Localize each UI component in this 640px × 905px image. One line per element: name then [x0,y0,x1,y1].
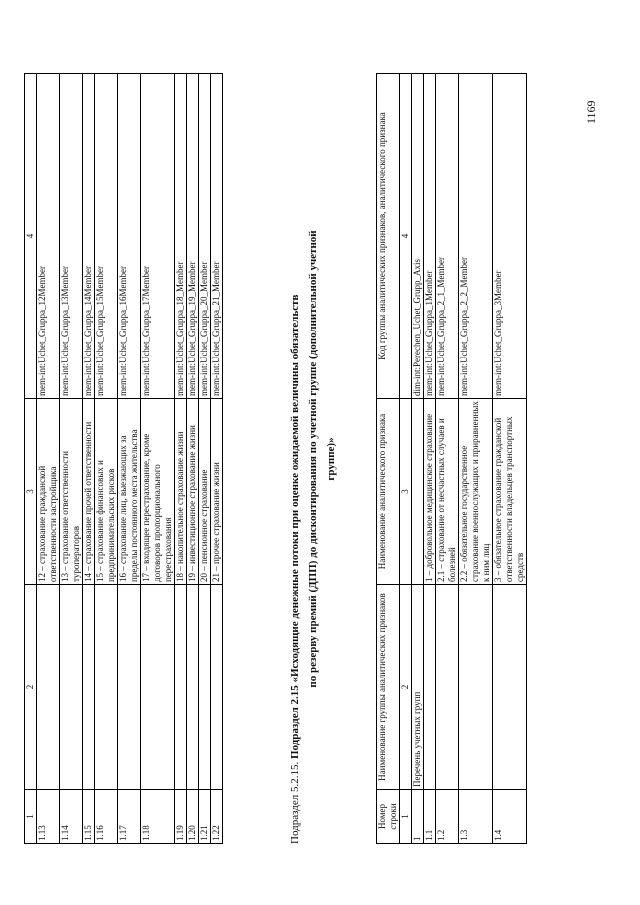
table-row [459,74,493,844]
name-cell: 1 – добровольное медицинское страхование [424,399,436,585]
name-cell: 2.2 – обязательное государственное страхование военнослужащих и приравненных к ним лиц [459,399,493,585]
code-cell: mem-int:Uchet_Gruppa_21_Member [211,74,223,399]
header-group-name: Наименование группы аналитических признаков [377,585,400,790]
row-number: 1.4 [493,790,527,844]
table-row [199,74,211,844]
name-cell: 13 – страхование ответственности туроператоров [60,399,83,585]
table-row [493,74,527,844]
name-cell: 19 – инвестиционное страхование жизни [187,399,199,585]
name-cell: 16 – страхование лиц, выезжающих за пределы постоянного места жительства [118,399,141,585]
code-cell: mem-int:Uchet_Gruppa_16Member [118,74,141,399]
code-cell: mem-int:Uchet_Gruppa_19_Member [187,74,199,399]
name-cell [412,399,424,585]
code-cell: mem-int:Uchet_Gruppa_18_Member [175,74,187,399]
col-number-4: 4 [400,74,412,399]
table-row [141,74,175,844]
table-row [412,74,424,844]
table-row [424,74,436,844]
table-bottom [376,73,527,844]
group-cell [199,585,211,790]
group-cell [60,585,83,790]
row-number: 1.2 [436,790,459,844]
table-row [83,74,95,844]
group-cell: Перечень учетных групп [412,585,424,790]
row-number: 1.21 [199,790,211,844]
name-cell: 17 – входящее перестрахование, кроме договоров пропорционального перестрахования [141,399,175,585]
name-cell: 3 – обязательное страхование гражданской ответственности владельцев транспортных средств [493,399,527,585]
table-row [187,74,199,844]
col-number-2: 2 [400,585,412,790]
row-number: 1.17 [118,790,141,844]
code-cell: mem-int:Uchet_Gruppa_20_Member [199,74,211,399]
group-cell [83,585,95,790]
code-cell: dim-int:Perechen_Uchet_Grupp_Axis [412,74,424,399]
row-number: 1 [412,790,424,844]
col-number-1: 1 [25,790,37,844]
table-row [175,74,187,844]
row-number: 1.20 [187,790,199,844]
heading-prefix: Подраздел 5.2.15. [289,761,301,844]
code-cell: mem-int:Uchet_Gruppa_2_2_Member [459,74,493,399]
header-code: Код группы аналитических признаков, аналитического признака [377,74,400,399]
name-cell: 18 – накопительное страхование жизни [175,399,187,585]
row-number: 1.19 [175,790,187,844]
table-row [37,74,60,844]
table-top [24,73,223,844]
name-cell: 15 – страхование финансовых и предпринимательских рисков [95,399,118,585]
group-cell [424,585,436,790]
page-number: 1169 [584,100,598,124]
table-row [211,74,223,844]
table-bottom-numbering-row [400,74,412,844]
row-number: 1.22 [211,790,223,844]
name-cell: 21 – прочее страхование жизни [211,399,223,585]
group-cell [141,585,175,790]
col-number-1: 1 [400,790,412,844]
table-row [95,74,118,844]
group-cell [211,585,223,790]
table-bottom-header-row [377,74,400,844]
heading-title: Подраздел 2.15 «Исходящие денежные потоки при оценке ожидаемой величины обязательств [289,294,301,760]
rotated-page [12,50,612,850]
table-row [118,74,141,844]
col-number-3: 3 [25,399,37,585]
heading-line-1 [286,74,304,844]
row-number: 1.1 [424,790,436,844]
name-cell: 12 – страхование гражданской ответственности застройщика [37,399,60,585]
group-cell [436,585,459,790]
col-number-3: 3 [400,399,412,585]
code-cell: mem-int:Uchet_Gruppa_15Member [95,74,118,399]
name-cell: 20 – пенсионное страхование [199,399,211,585]
group-cell [187,585,199,790]
code-cell: mem-int:Uchet_Gruppa_14Member [83,74,95,399]
table-row [60,74,83,844]
group-cell [175,585,187,790]
group-cell [37,585,60,790]
row-number: 1.13 [37,790,60,844]
row-number: 1.14 [60,790,83,844]
code-cell: mem-int:Uchet_Gruppa_13Member [60,74,83,399]
name-cell: 14 – страхование прочей ответственности [83,399,95,585]
header-attribute-name: Наименование аналитического признака [377,399,400,585]
col-number-2: 2 [25,585,37,790]
row-number: 1.18 [141,790,175,844]
code-cell: mem-int:Uchet_Gruppa_17Member [141,74,175,399]
table-top-header-row [25,74,37,844]
group-cell [493,585,527,790]
name-cell: 2.1 – страхование от несчастных случаев и болезней [436,399,459,585]
group-cell [95,585,118,790]
row-number: 1.3 [459,790,493,844]
code-cell: mem-int:Uchet_Gruppa_12Member [37,74,60,399]
row-number: 1.15 [83,790,95,844]
heading-line-2: по резерву премий (ДПП) до дисконтирования по учетной группе (дополнительной учетной [307,230,319,688]
group-cell [118,585,141,790]
heading-line-3: группе)» [325,437,337,481]
code-cell: mem-int:Uchet_Gruppa_3Member [493,74,527,399]
section-heading [286,74,340,844]
code-cell: mem-int:Uchet_Gruppa_2_1_Member [436,74,459,399]
table-row [436,74,459,844]
code-cell: mem-int:Uchet_Gruppa_1Member [424,74,436,399]
header-row-number: Номер строки [377,790,400,844]
row-number: 1.16 [95,790,118,844]
col-number-4: 4 [25,74,37,399]
group-cell [459,585,493,790]
